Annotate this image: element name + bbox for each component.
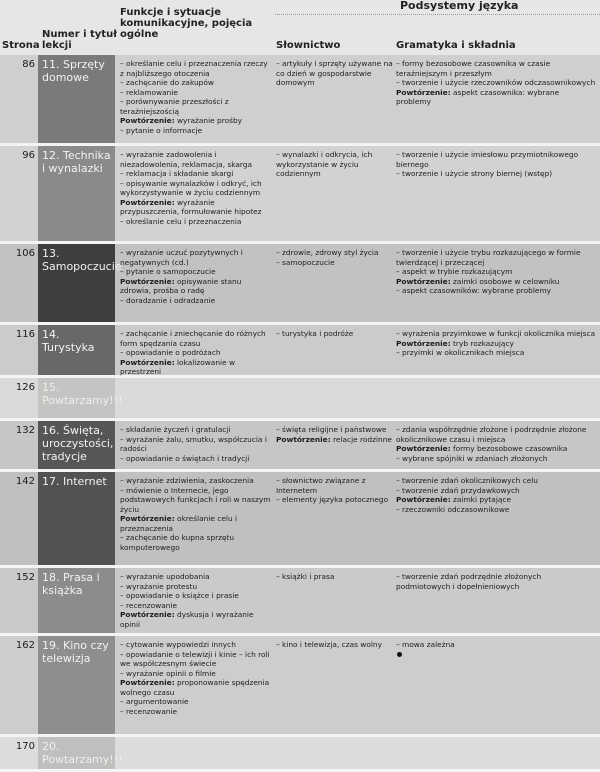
vocabulary-cell: [276, 425, 394, 444]
list-item: – wyrażanie zdziwienia, zaskoczenia: [120, 476, 254, 485]
table-row: [0, 55, 600, 146]
list-item: – składanie życzeń i gratulacji: [120, 425, 231, 434]
vocabulary-cell: [276, 640, 394, 650]
list-item: Powtórzenie: opisywanie stanu zdrowia, prośba o radę: [120, 276, 242, 295]
lesson-title: 19. Kino czy telewizja: [38, 636, 115, 734]
page-number: 152: [15, 572, 35, 583]
list-item: – słownictwo związane z Internetem: [276, 476, 366, 495]
grammar-cell: [396, 476, 596, 514]
functions-cell: [120, 640, 272, 716]
grammar-cell: [396, 248, 596, 296]
table-row: [0, 378, 600, 421]
list-item: – samopoczucie: [276, 257, 335, 267]
list-item: – cytowanie wypowiedzi innych: [120, 640, 236, 649]
list-item: Powtórzenie: dyskusja i wyrażanie opinii: [120, 610, 254, 629]
table-row: [0, 737, 600, 772]
list-item: – wybrane spójniki w zdaniach złożonych: [396, 453, 548, 463]
lesson-title: 15. Powtarzamy!!!: [38, 378, 115, 418]
lesson-title: 14. Turystyka: [38, 325, 115, 375]
grammar-cell: [396, 150, 596, 179]
lesson-title: 12. Technika i wynalazki: [38, 146, 115, 241]
grammar-cell: [396, 572, 596, 591]
list-item: – zdania współrzędnie złożone i podrzędnie złożone okolicznikowe czasu i miejsca: [396, 425, 587, 444]
list-item: – recenzowanie: [120, 600, 178, 610]
list-item: Powtórzenie: lokalizowanie w przestrzeni: [120, 357, 236, 376]
grammar-cell: [396, 425, 596, 463]
page-number: 106: [15, 248, 35, 259]
list-item: – tworzenie i użycie trybu rozkazującego w formie twierdzącej i przeczącej: [396, 248, 581, 267]
list-item: – tworzenie zdań przydawkowych: [396, 485, 520, 495]
lesson-title: 20. Powtarzamy!!!: [38, 737, 115, 769]
lesson-title: 13. Samopoczucie: [38, 244, 115, 322]
list-item: – wyrażanie uczuć pozytywnych i negatywnych (cd.): [120, 248, 243, 267]
functions-cell: [120, 150, 272, 226]
functions-cell: [120, 329, 272, 377]
table-row: [0, 472, 600, 568]
lesson-title: 17. Internet: [38, 472, 115, 565]
page-number: 116: [15, 329, 35, 340]
list-item: – opowiadanie o telewizji i kinie – ich roli we współczesnym świecie: [120, 649, 270, 668]
page-number: 162: [15, 640, 35, 651]
list-item: Powtórzenie: tryb rozkazujący: [396, 338, 514, 348]
list-item: – wynalazki i odkrycia, ich wykorzystanie w życiu codziennym: [276, 150, 373, 178]
ink-dot: [397, 652, 402, 657]
functions-cell: [120, 476, 272, 552]
list-item: – tworzenie zdań podrzędnie złożonych podmiotowych i dopełnieniowych: [396, 572, 542, 591]
lesson-title: 11. Sprzęty domowe: [38, 55, 115, 143]
header-vocabulary: Słownictwo: [276, 40, 341, 51]
list-item: Powtórzenie: aspekt czasownika: wybrane problemy: [396, 87, 560, 106]
list-item: – książki i prasa: [276, 572, 335, 581]
list-item: – wyrażanie protestu: [120, 581, 198, 591]
list-item: Powtórzenie: zaimki pytające: [396, 495, 512, 504]
table-row: [0, 636, 600, 737]
list-item: – określanie celu i przeznaczenia: [120, 216, 242, 226]
list-item: – wyrażanie opinii o filmie: [120, 668, 216, 678]
list-item: – mowa zależna: [396, 640, 455, 649]
vocabulary-cell: [276, 150, 394, 179]
list-item: – wyrażanie zadowolenia i niezadowolenia, reklamacja, skarga: [120, 150, 253, 169]
vocabulary-cell: [276, 476, 394, 505]
list-item: – tworzenie i użycie rzeczowników odczasownikowych: [396, 78, 596, 87]
list-item: – mówienie o Internecie, jego podstawowych funkcjach i roli w naszym życiu: [120, 485, 271, 514]
list-item: – tworzenie zdań okolicznikowych celu: [396, 476, 538, 485]
list-item: Powtórzenie: proponowanie spędzenia wolnego czasu: [120, 678, 270, 697]
page-number: 126: [15, 382, 35, 393]
table-row: [0, 568, 600, 636]
list-item: Powtórzenie: formy bezosobowe czasownika: [396, 444, 568, 453]
list-item: – określanie celu i przeznaczenia rzeczy z najbliższego otoczenia: [120, 59, 268, 78]
list-item: – elementy języka potocznego: [276, 495, 389, 504]
list-item: – opowiadanie o książce i prasie: [120, 591, 239, 600]
table-row: [0, 421, 600, 472]
list-item: Powtórzenie: zaimki osobowe w celowniku: [396, 276, 560, 286]
grammar-cell: [396, 640, 596, 650]
list-item: Powtórzenie: określanie celu i przeznaczenia: [120, 514, 238, 533]
list-item: – rzeczowniki odczasownikowe: [396, 504, 510, 514]
header-grammar: Gramatyka i składnia: [396, 40, 516, 51]
list-item: – święta religijne i państwowe: [276, 425, 387, 434]
lesson-title: 18. Prasa i książka: [38, 568, 115, 633]
list-item: – zachęcanie do kupna sprzętu komputerowego: [120, 533, 235, 552]
table-row: [0, 325, 600, 378]
list-item: – wyrażanie żalu, smutku, współczucia i radości: [120, 434, 267, 453]
list-item: Powtórzenie: wyrażanie prośby: [120, 116, 243, 125]
lesson-title: 16. Święta, uroczystości, tradycje: [38, 421, 115, 469]
list-item: – aspekt w trybie rozkazującym: [396, 267, 513, 276]
list-item: – opowiadanie o świętach i tradycji: [120, 453, 250, 463]
functions-cell: [120, 425, 272, 463]
functions-cell: [120, 248, 272, 305]
list-item: – reklamowanie: [120, 87, 178, 97]
list-item: – turystyka i podróże: [276, 329, 354, 338]
vocabulary-cell: [276, 572, 394, 582]
list-item: – pytanie o samopoczucie: [120, 267, 216, 276]
grammar-cell: [396, 329, 596, 358]
page-number: 142: [15, 476, 35, 487]
subsystems-divider: [275, 14, 600, 15]
list-item: – tworzenie i użycie imiesłowu przymiotnikowego biernego: [396, 150, 579, 169]
list-item: – aspekt czasowników: wybrane problemy: [396, 286, 552, 295]
list-item: – przyimki w okolicznikach miejsca: [396, 348, 525, 357]
list-item: – argumentowanie: [120, 697, 189, 706]
header-subsystems: Podsystemy języka: [400, 0, 519, 12]
list-item: – recenzowanie: [120, 706, 178, 716]
list-item: – porównywanie przeszłości z teraźniejszością: [120, 97, 229, 116]
list-item: Powtórzenie: wyrażanie przypuszczenia, formułowanie hipotez: [120, 197, 262, 216]
list-item: – kino i telewizja, czas wolny: [276, 640, 382, 649]
list-item: – pytanie o informacje: [120, 125, 203, 135]
header-page: Strona: [2, 40, 40, 51]
list-item: – doradzanie i odradzanie: [120, 295, 216, 305]
page-number: 86: [22, 59, 35, 70]
list-item: – opowiadanie o podróżach: [120, 348, 221, 357]
header-lesson: Numer i tytuł lekcji: [42, 29, 117, 51]
list-item: – zachęcanie i zniechęcanie do różnych form spędzania czasu: [120, 329, 266, 348]
list-item: – wyrażanie upodobania: [120, 572, 210, 581]
vocabulary-cell: [276, 248, 394, 267]
list-item: – artykuły i sprzęty używane na co dzień w gospodarstwie domowym: [276, 59, 393, 87]
list-item: – wyrażenia przyimkowe w funkcji okolicznika miejsca: [396, 329, 596, 338]
list-item: – formy bezosobowe czasownika w czasie teraźniejszym i przeszłym: [396, 59, 551, 78]
list-item: – zdrowie, zdrowy styl życia: [276, 248, 379, 257]
page-number: 132: [15, 425, 35, 436]
vocabulary-cell: [276, 329, 394, 339]
list-item: – tworzenie i użycie strony biernej (wstęp): [396, 169, 553, 178]
functions-cell: [120, 572, 272, 629]
page-number: 96: [22, 150, 35, 161]
grammar-cell: [396, 59, 596, 107]
list-item: – zachęcanie do zakupów: [120, 78, 214, 87]
page-number: 170: [15, 741, 35, 752]
header-functions: Funkcje i sytuacje komunikacyjne, pojęcia ogólne: [120, 7, 253, 40]
table-row: [0, 244, 600, 325]
vocabulary-cell: [276, 59, 394, 88]
functions-cell: [120, 59, 272, 135]
list-item: – reklamacja i składanie skargi: [120, 169, 234, 178]
table-row: [0, 146, 600, 244]
list-item: Powtórzenie: relacje rodzinne: [276, 434, 392, 444]
list-item: – opisywanie wynalazków i odkryć, ich wykorzystywanie w życiu codziennym: [120, 178, 262, 197]
